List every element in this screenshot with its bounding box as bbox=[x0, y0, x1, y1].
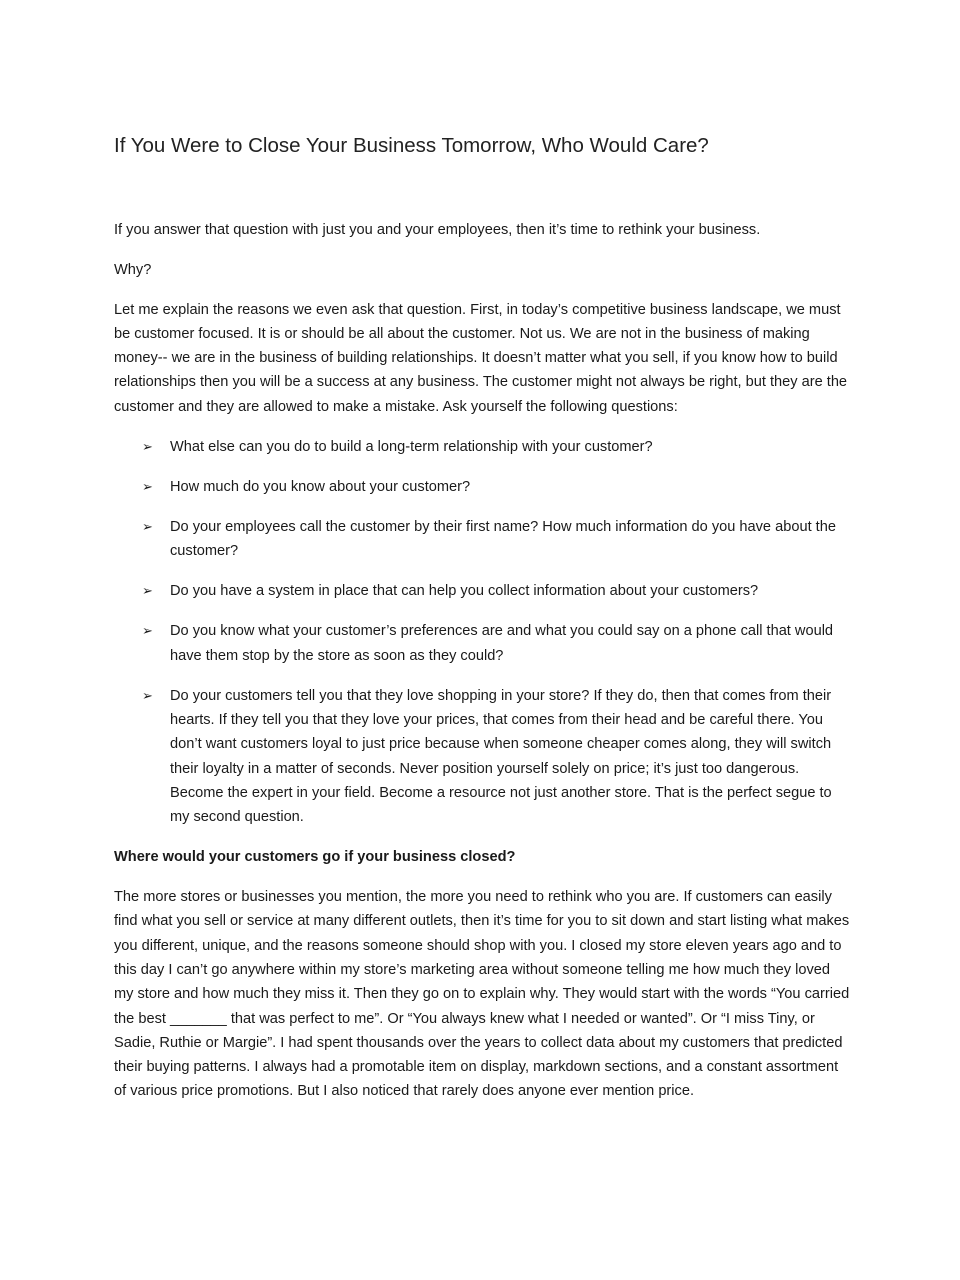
explanation-paragraph: Let me explain the reasons we even ask that question. First, in today’s competitive business landscape, we must be customer focused. It is or should be all about the customer. Not us. We are not in the business of making money-- we are in the business of building relationships. It doesn’t matter what you sell, if you know how to build relationships then you will be a success at any business. The customer might not always be right, but they are the customer and they are allowed to make a mistake. Ask yourself the following questions: bbox=[114, 301, 848, 415]
document-title: If You Were to Close Your Business Tomorrow, Who Would Care? bbox=[114, 134, 709, 157]
closing-paragraph: The more stores or businesses you mention, the more you need to rethink who you are. If customers can easily find what you sell or service at many different outlets, then it’s time for you to sit down and start listing what makes you different, unique, and the reasons someone should shop with you. I closed my store eleven years ago and to this day I can’t go anywhere within my store’s marketing area without someone telling me how much they loved my store and how much they miss it. Then they go on to explain why. They would start with the words “You carried the best _______ that was perfect to me”. Or “You always knew what I needed or wanted”. Or “I miss Tiny, or Sadie, Ruthie or Margie”. I had spent thousands over the years to collect data about my customers that predicted their buying patterns. I always had a promotable item on display, markdown sections, and a constant assortment of various price promotions. But I also noticed that rarely does anyone ever mention price. bbox=[114, 889, 850, 1100]
arrow-bullet-icon: ➢ bbox=[142, 687, 153, 703]
list-item-text: Do your employees call the customer by their first name? How much information do you have about the customer? bbox=[170, 518, 836, 560]
intro-paragraph: If you answer that question with just you and your employees, then it’s time to rethink your business. bbox=[114, 222, 761, 238]
list-item bbox=[114, 684, 850, 830]
list-item-text: Do your customers tell you that they love shopping in your store? If they do, then that comes from their hearts. If they tell you that they love your prices, that comes from their head and be careful there. You don’t want customers loyal to just price because when someone cheaper comes along, they will switch their loyalty in a matter of seconds. Never position yourself solely on price; it’s just too dangerous. Become the expert in your field. Become a resource not just another store. That is the perfect segue to my second question. bbox=[170, 687, 832, 826]
arrow-bullet-icon: ➢ bbox=[142, 623, 153, 639]
list-item bbox=[114, 515, 850, 564]
arrow-bullet-icon: ➢ bbox=[142, 518, 153, 534]
list-item bbox=[114, 579, 850, 603]
question-list bbox=[114, 435, 850, 830]
document-page bbox=[114, 132, 850, 1119]
arrow-bullet-icon: ➢ bbox=[142, 438, 153, 454]
list-item-text: Do you know what your customer’s preferences are and what you could say on a phone call that would have them stop by the store as soon as they could? bbox=[170, 623, 834, 664]
list-item-text: How much do you know about your customer? bbox=[170, 478, 471, 495]
arrow-bullet-icon: ➢ bbox=[142, 478, 153, 494]
list-item bbox=[114, 435, 850, 459]
list-item bbox=[114, 475, 850, 499]
list-item-text: Do you have a system in place that can help you collect information about your customers? bbox=[170, 583, 759, 600]
list-item bbox=[114, 619, 850, 668]
list-item-text: What else can you do to build a long-term relationship with your customer? bbox=[170, 438, 653, 455]
why-paragraph: Why? bbox=[114, 261, 152, 278]
section-heading: Where would your customers go if your business closed? bbox=[114, 849, 516, 866]
arrow-bullet-icon: ➢ bbox=[142, 583, 153, 599]
